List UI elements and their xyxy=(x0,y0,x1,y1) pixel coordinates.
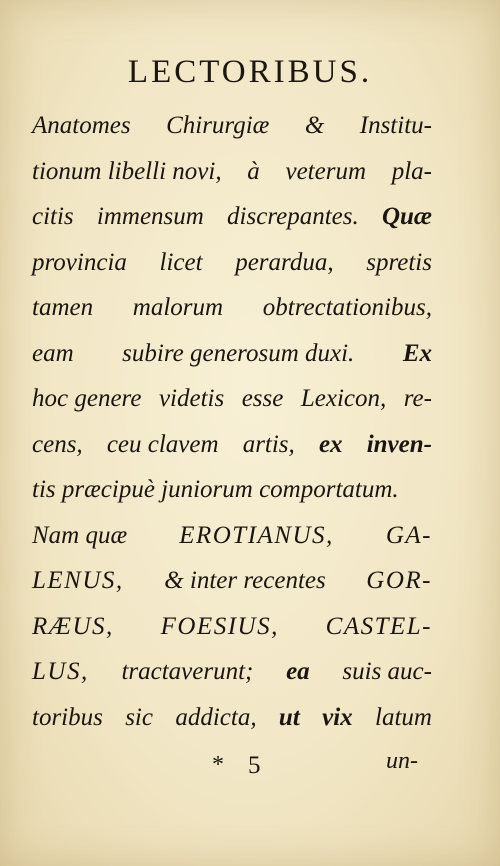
word: tractaverunt; xyxy=(121,658,254,685)
word: provincia xyxy=(32,248,127,276)
word: tamen xyxy=(32,294,94,321)
word: cens, xyxy=(32,430,83,458)
author-name: CASTEL- xyxy=(325,612,432,640)
word: discrepantes. xyxy=(227,203,359,230)
word: eam xyxy=(32,339,74,367)
word: suis auc- xyxy=(342,658,432,685)
word: esse xyxy=(241,385,284,412)
text-line xyxy=(32,385,432,431)
text-line xyxy=(32,567,432,613)
author-name: LENUS, xyxy=(32,567,124,594)
word: Nam quæ xyxy=(32,521,128,549)
word: subire generosum duxi. xyxy=(122,339,355,367)
word: ceu clavem xyxy=(106,430,219,458)
word: artis, xyxy=(242,430,295,458)
word: ut xyxy=(278,703,300,731)
page-title: LECTORIBUS. xyxy=(127,54,373,90)
word: tionum libelli novi, xyxy=(32,157,222,185)
word: Chirurgiæ xyxy=(166,112,270,139)
text-line xyxy=(32,340,432,386)
word: Institu- xyxy=(359,112,432,139)
word: malorum xyxy=(132,294,224,321)
author-name: LUS, xyxy=(32,658,89,685)
text-line xyxy=(32,476,432,522)
word: Lexicon, xyxy=(300,385,387,412)
word: inven- xyxy=(366,430,432,458)
word: spretis xyxy=(366,248,432,276)
word: & inter recentes xyxy=(164,567,326,594)
word: videtis xyxy=(158,385,225,412)
word: Quæ xyxy=(381,203,432,230)
word: Ex xyxy=(402,339,432,367)
catchword: un- xyxy=(386,748,418,774)
word: citis xyxy=(32,203,74,230)
word: ex xyxy=(318,430,343,458)
word: ea xyxy=(286,658,310,685)
text-line xyxy=(32,613,432,659)
text-line xyxy=(32,112,432,158)
text-line xyxy=(32,294,432,340)
page-number: 5 xyxy=(248,752,261,779)
word: obtrectationibus, xyxy=(262,294,432,321)
page-footer xyxy=(0,748,500,788)
word: licet xyxy=(159,248,203,276)
word: addicta, xyxy=(175,703,257,731)
word: & xyxy=(304,112,325,139)
text-line xyxy=(32,431,432,477)
word: Anatomes xyxy=(32,112,131,139)
word: veterum xyxy=(285,157,367,185)
text-line xyxy=(32,249,432,295)
text-line xyxy=(32,704,432,750)
word: tis præcipuè juniorum comportatum. xyxy=(32,476,399,503)
text-line xyxy=(32,658,432,704)
author-name: RÆUS, xyxy=(32,612,114,640)
word: sic xyxy=(125,703,153,731)
word: vix xyxy=(322,703,353,731)
word: toribus xyxy=(32,703,103,731)
body-text xyxy=(32,112,432,749)
word: à xyxy=(247,157,260,185)
author-name: GOR- xyxy=(366,567,432,594)
word: pla- xyxy=(391,157,432,185)
text-line xyxy=(32,522,432,568)
author-name: EROTIANUS, xyxy=(179,521,334,549)
word: hoc genere xyxy=(32,385,142,412)
word: re- xyxy=(403,385,432,412)
word: latum xyxy=(375,703,432,731)
word: perardua, xyxy=(235,248,334,276)
text-line xyxy=(32,158,432,204)
author-name: GA- xyxy=(385,521,432,549)
author-name: FOESIUS, xyxy=(160,612,279,640)
text-line xyxy=(32,203,432,249)
signature-mark: * xyxy=(212,752,224,778)
word: immensum xyxy=(96,203,204,230)
